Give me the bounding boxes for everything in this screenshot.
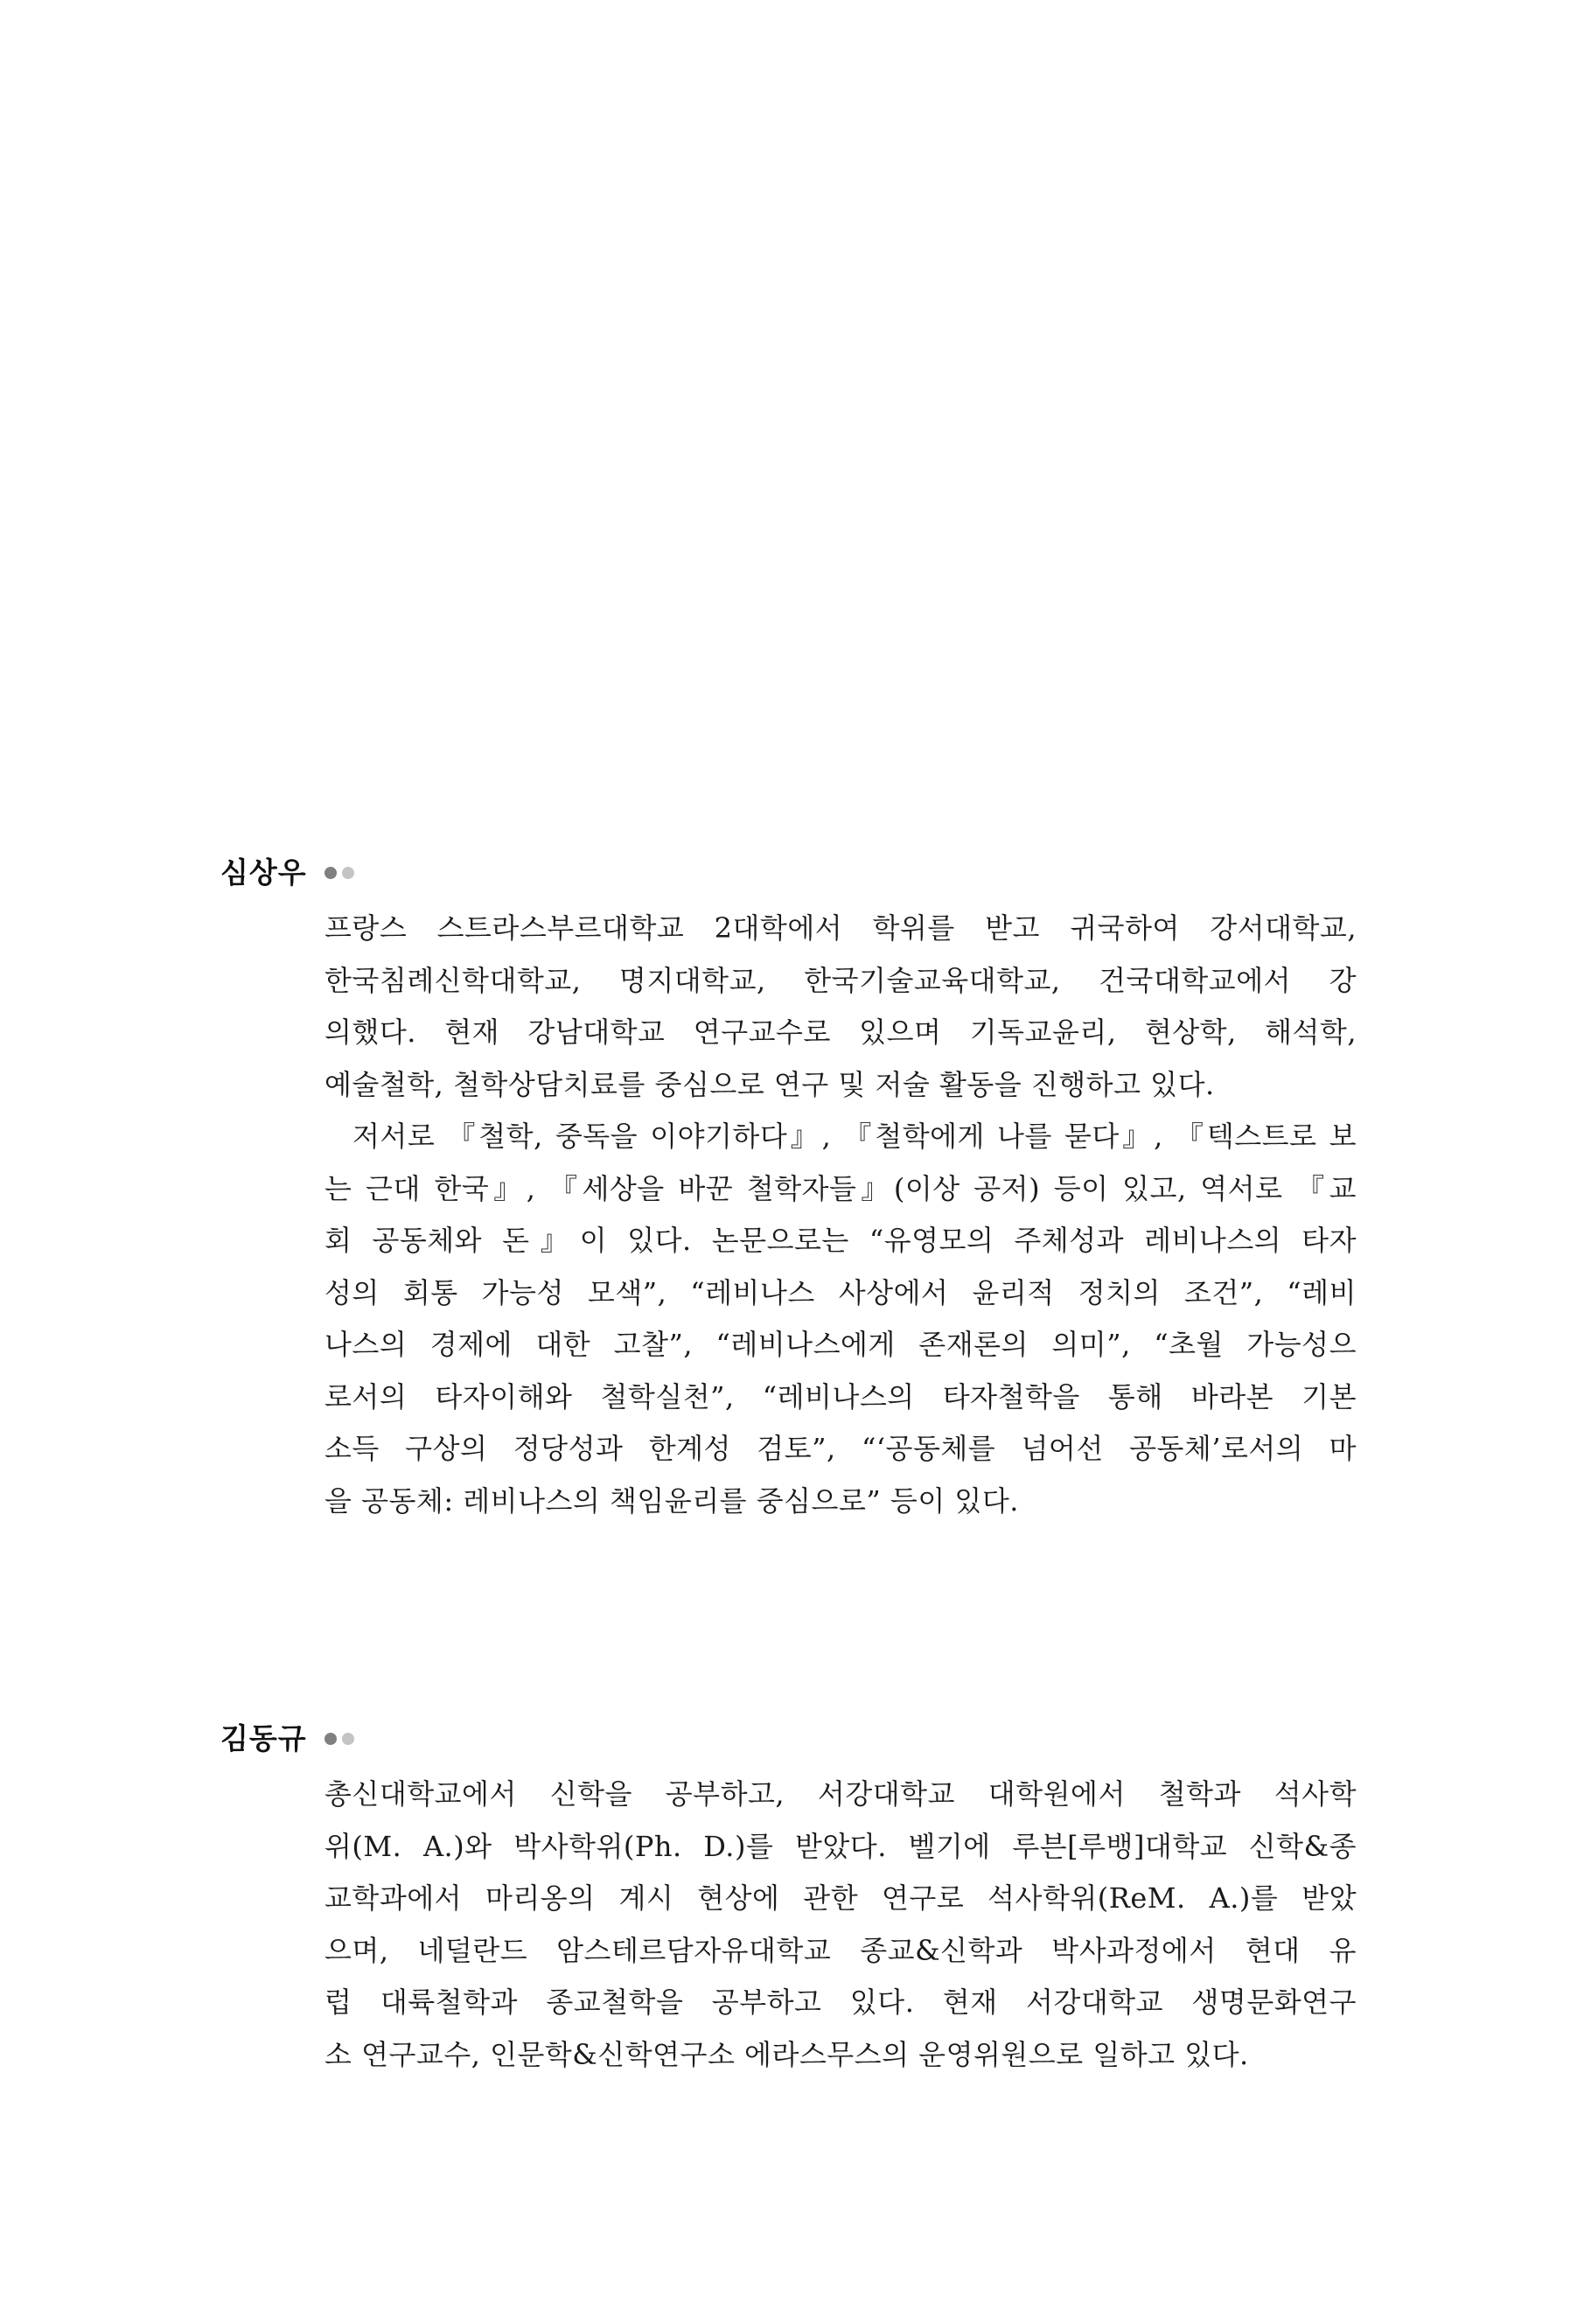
bullet-dots-icon: [324, 1733, 354, 1745]
text-line: 을 공동체: 레비나스의 책임윤리를 중심으로” 등이 있다.: [324, 1483, 1019, 1518]
text-line: 프랑스 스트라스부르대학교 2대학에서 학위를 받고 귀국하여 강서대학교,: [324, 911, 1357, 945]
text-line: 저서로 『철학, 중독을 이야기하다』, 『철학에게 나를 묻다』, 『텍스트로 보: [352, 1120, 1357, 1153]
text-line: 로서의 타자이해와 철학실천”, “레비나스의 타자철학을 통해 바라본 기본: [324, 1379, 1357, 1413]
text-line: 으며, 네덜란드 암스테르담자유대학교 종교&신학과 박사과정에서 현대 유: [324, 1933, 1357, 1967]
author-name: 김동규: [220, 1721, 307, 1755]
text-line: 회 공동체와 돈』이 있다. 논문으로는 “유영모의 주체성과 레비나스의 타자: [324, 1224, 1357, 1257]
author-description: [324, 903, 1357, 1527]
dark-dot-icon: [324, 867, 337, 879]
text-line: 위(M. A.)와 박사학위(Ph. D.)를 받았다. 벨기에 루븐[루뱅]대학교 신학&종: [324, 1829, 1357, 1863]
author-header: [220, 854, 354, 892]
text-line: 성의 회통 가능성 모색”, “레비나스 사상에서 윤리적 정치의 조건”, “레비: [324, 1275, 1357, 1309]
text-line: 소득 구상의 정당성과 한계성 검토”, “‘공동체를 넘어선 공동체’로서의 마: [324, 1432, 1357, 1465]
text-line: 나스의 경제에 대한 고찰”, “레비나스에게 존재론의 의미”, “초월 가능성으: [324, 1328, 1357, 1361]
dark-dot-icon: [324, 1733, 337, 1745]
text-line: 럽 대륙철학과 종교철학을 공부하고 있다. 현재 서강대학교 생명문화연구: [324, 1986, 1357, 2019]
text-line: 는 근대 한국』, 『세상을 바꾼 철학자들』(이상 공저) 등이 있고, 역서로 『교: [324, 1171, 1357, 1205]
light-dot-icon: [342, 867, 354, 879]
text-line: 총신대학교에서 신학을 공부하고, 서강대학교 대학원에서 철학과 석사학: [324, 1777, 1357, 1811]
text-line: 의했다. 현재 강남대학교 연구교수로 있으며 기독교윤리, 현상학, 해석학,: [324, 1015, 1357, 1049]
text-line: 한국침례신학대학교, 명지대학교, 한국기술교육대학교, 건국대학교에서 강: [324, 963, 1357, 997]
light-dot-icon: [342, 1733, 354, 1745]
author-header: [220, 1720, 354, 1758]
author-name: 심상우: [220, 855, 307, 890]
text-line: 예술철학, 철학상담치료를 중심으로 연구 및 저술 활동을 진행하고 있다.: [324, 1067, 1215, 1101]
author-description: [324, 1769, 1357, 2081]
bullet-dots-icon: [324, 867, 354, 879]
text-line: 소 연구교수, 인문학&신학연구소 에라스무스의 운영위원으로 일하고 있다.: [324, 2037, 1249, 2071]
text-line: 교학과에서 마리옹의 계시 현상에 관한 연구로 석사학위(ReM. A.)를 받았: [324, 1881, 1357, 1915]
